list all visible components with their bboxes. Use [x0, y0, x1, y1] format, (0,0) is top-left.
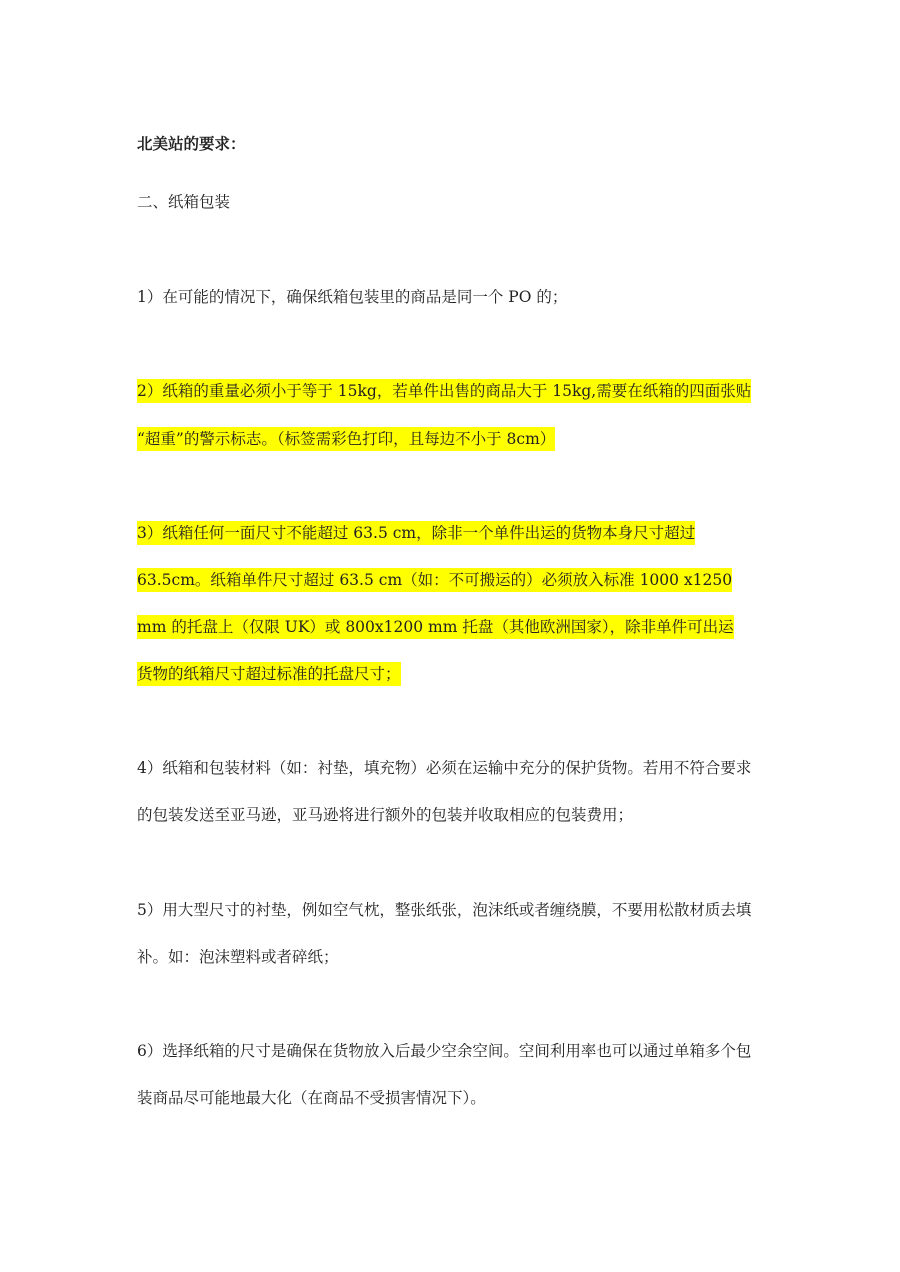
highlighted-text: 2）纸箱的重量必须小于等于 15kg，若单件出售的商品大于 15kg,需要在纸箱的四面张贴: [137, 379, 751, 403]
item-2-line-1: [137, 379, 751, 403]
highlighted-text: 货物的纸箱尺寸超过标准的托盘尺寸；: [137, 662, 401, 686]
item-5-line-1: 5）用大型尺寸的衬垫，例如空气枕，整张纸张，泡沫纸或者缠绕膜，不要用松散材质去填: [137, 901, 752, 919]
item-3-line-3: [137, 615, 734, 639]
section-title: 二、纸箱包装: [137, 193, 231, 211]
item-3-line-1: [137, 521, 695, 545]
item-3-line-4: [137, 662, 401, 686]
highlighted-text: “超重”的警示标志。（标签需彩色打印，且每边不小于 8cm）: [137, 427, 555, 451]
highlighted-text: mm 的托盘上（仅限 UK）或 800x1200 mm 托盘（其他欧洲国家），除非单件可出运: [137, 615, 734, 639]
item-2-line-2: [137, 427, 555, 451]
item-5-line-2: 补。如：泡沫塑料或者碎纸；: [137, 948, 339, 966]
item-1-line-1: 1）在可能的情况下，确保纸箱包装里的商品是同一个 PO 的；: [137, 288, 568, 306]
item-4-line-1: 4）纸箱和包装材料（如：衬垫，填充物）必须在运输中充分的保护货物。若用不符合要求: [137, 759, 752, 777]
item-6-line-1: 6）选择纸箱的尺寸是确保在货物放入后最少空余空间。空间利用率也可以通过单箱多个包: [137, 1042, 752, 1060]
item-4-line-2: 的包装发送至亚马逊，亚马逊将进行额外的包装并收取相应的包装费用；: [137, 806, 634, 824]
highlighted-text: 3）纸箱任何一面尺寸不能超过 63.5 cm，除非一个单件出运的货物本身尺寸超过: [137, 521, 695, 545]
item-3-line-2: [137, 568, 732, 592]
document-heading: 北美站的要求：: [137, 134, 246, 153]
item-6-line-2: 装商品尽可能地最大化（在商品不受损害情况下）。: [137, 1089, 486, 1107]
highlighted-text: 63.5cm。纸箱单件尺寸超过 63.5 cm（如：不可搬运的）必须放入标准 1000 x1250: [137, 568, 732, 592]
